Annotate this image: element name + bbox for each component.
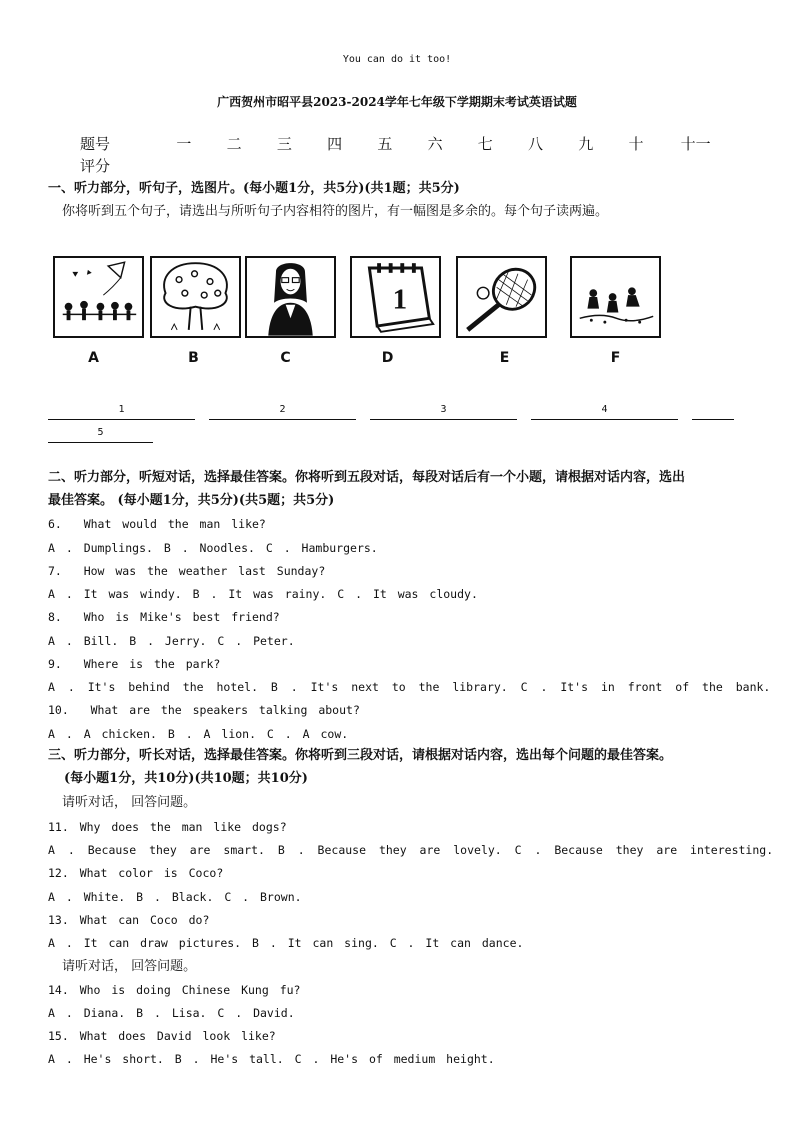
tennis-racket-icon: [458, 258, 545, 336]
listen-prompt: 请听对话， 回答问题。: [62, 959, 197, 974]
options-line: A . It was windy. B . It was rainy. C . It was cloudy.: [48, 587, 478, 601]
options-line: A . White. B . Black. C . Brown.: [48, 890, 302, 904]
question-line: 14. Who is doing Chinese Kung fu?: [48, 983, 301, 997]
options-line: A . Because they are smart. B . Because they are lovely. C . Because they are interesting.: [48, 843, 774, 857]
score-col: 一: [176, 134, 192, 153]
section2-heading-line1: 二、听力部分，听短对话，选择最佳答案。你将听到五段对话，每段对话后有一个小题，请根据对话内容，选出: [48, 470, 686, 485]
section1-heading: 一、听力部分，听句子，选图片。(每小题1分，共5分)(共1题；共5分): [48, 181, 460, 196]
question-line: 11. Why does the man like dogs?: [48, 820, 287, 834]
question-line: 9. Where is the park?: [48, 657, 221, 671]
score-row-label: 题号: [80, 134, 111, 153]
picture-b: [150, 256, 241, 338]
woman-with-glasses-icon: [247, 258, 334, 336]
svg-text:1: 1: [392, 283, 408, 316]
listen-prompt: 请听对话， 回答问题。: [62, 795, 197, 810]
section3-heading-line1: 三、听力部分，听长对话，选择最佳答案。你将听到三段对话，请根据对话内容，选出每个问题的最佳答案。: [48, 748, 673, 763]
question-line: 8. Who is Mike's best friend?: [48, 610, 280, 624]
answer-blank[interactable]: 4: [531, 403, 678, 420]
options-line: A . Diana. B . Lisa. C . David.: [48, 1006, 295, 1020]
question-line: 10. What are the speakers talking about?: [48, 703, 360, 717]
picture-d: [350, 256, 441, 338]
options-line: A . It can draw pictures. B . It can sing. C . It can dance.: [48, 936, 524, 950]
answer-blank[interactable]: 3: [370, 403, 517, 420]
picture-a: [53, 256, 144, 338]
score-row-question-numbers: [80, 132, 730, 154]
options-line: A . Bill. B . Jerry. C . Peter.: [48, 634, 295, 648]
picture-label-e: E: [499, 350, 510, 366]
options-line: A . Dumplings. B . Noodles. C . Hamburgers.: [48, 541, 378, 555]
picture-label-b: B: [188, 350, 199, 366]
header-note: You can do it too!: [342, 54, 452, 65]
section3-heading-line2: (每小题1分，共10分)(共10题；共10分): [64, 771, 308, 786]
score-row-label: 评分: [80, 156, 111, 175]
section2-heading-line2: 最佳答案。 (每小题1分，共5分)(共5题；共5分): [48, 493, 335, 508]
score-col: 十: [628, 134, 644, 153]
question-line: 7. How was the weather last Sunday?: [48, 564, 326, 578]
picture-label-d: D: [381, 350, 394, 366]
score-col: 七: [477, 134, 493, 153]
picture-label-c: C: [280, 350, 291, 366]
picture-label-a: A: [88, 350, 99, 366]
picture-label-f: F: [610, 350, 621, 366]
picture-e: [456, 256, 547, 338]
question-line: 15. What does David look like?: [48, 1029, 276, 1043]
calendar-icon: [352, 258, 439, 336]
answer-blank[interactable]: 5: [48, 426, 153, 443]
exam-title: 广西贺州市昭平县2023-2024学年七年级下学期期末考试英语试题: [217, 95, 577, 109]
score-col: 五: [377, 134, 393, 153]
score-col: 三: [276, 134, 292, 153]
apple-tree-icon: [152, 258, 239, 336]
answer-blank-start[interactable]: [692, 403, 734, 420]
score-row-scores: [80, 154, 730, 176]
picture-options: [53, 256, 663, 346]
score-col: 六: [427, 134, 443, 153]
section1-instruction: 你将听到五个句子，请选出与所听句子内容相符的图片，有一幅图是多余的。每个句子读两遍。: [62, 204, 609, 219]
picture-f: [570, 256, 661, 338]
score-col: 四: [327, 134, 343, 153]
kids-flying-kite-icon: [55, 258, 142, 336]
answer-blank[interactable]: 1: [48, 403, 195, 420]
options-line: A . A chicken. B . A lion. C . A cow.: [48, 727, 349, 741]
score-col: 二: [226, 134, 242, 153]
score-table: [80, 132, 730, 176]
answer-blank[interactable]: 2: [209, 403, 356, 420]
children-planting-icon: [572, 258, 659, 336]
question-line: 12. What color is Coco?: [48, 866, 224, 880]
question-line: 13. What can Coco do?: [48, 913, 210, 927]
score-col: 八: [528, 134, 544, 153]
options-line: A . He's short. B . He's tall. C . He's of medium height.: [48, 1052, 495, 1066]
score-col: 十一: [680, 134, 711, 153]
picture-c: [245, 256, 336, 338]
score-col: 九: [578, 134, 594, 153]
options-line: A . It's behind the hotel. B . It's next to the library. C . It's in front of the bank.: [48, 680, 771, 694]
question-line: 6. What would the man like?: [48, 517, 266, 531]
